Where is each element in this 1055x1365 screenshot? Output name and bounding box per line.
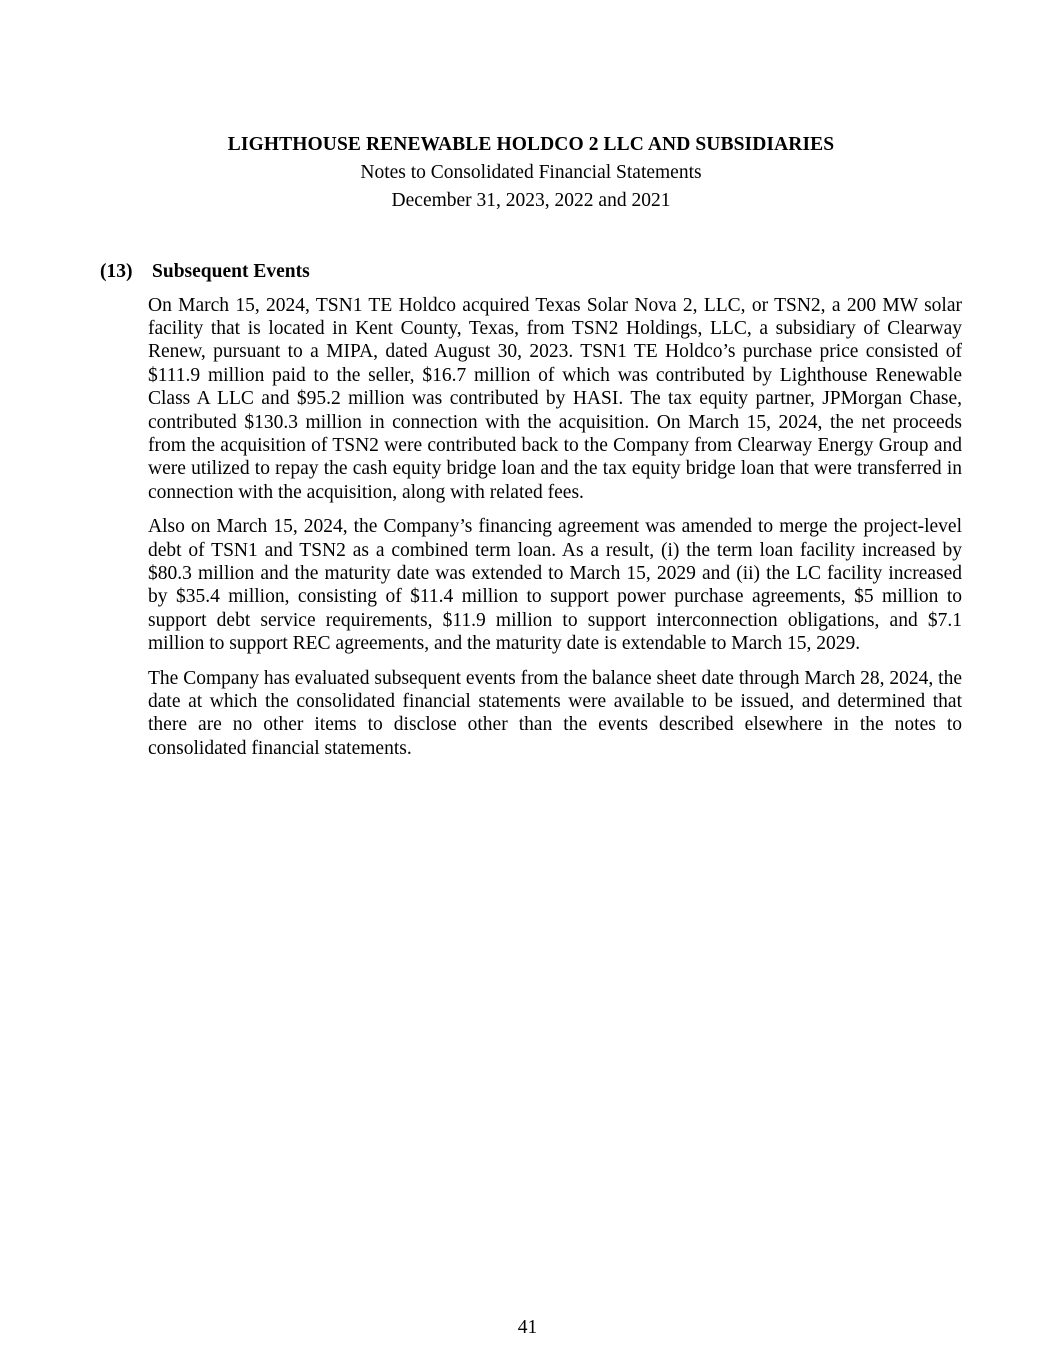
paragraph-3: The Company has evaluated subsequent events from the balance sheet date through March 28, 2024, the date at which the consolidated financial statements were available to be issued, and determined that there are no other items to disclose other than the events described elsewhere in the notes to consolidated financial statements. — [148, 667, 962, 759]
document-header — [100, 131, 962, 215]
section-body — [148, 294, 962, 761]
document-title: LIGHTHOUSE RENEWABLE HOLDCO 2 LLC AND SUBSIDIARIES — [227, 134, 835, 155]
document-dateline: December 31, 2023, 2022 and 2021 — [391, 190, 671, 211]
paragraph-1: On March 15, 2024, TSN1 TE Holdco acquired Texas Solar Nova 2, LLC, or TSN2, a 200 MW solar facility that is located in Kent County, Texas, from TSN2 Holdings, LLC, a subsidiary of Clearway Renew, pursuant to a MIPA, dated August 30, 2023. TSN1 TE Holdco’s purchase price consisted of $111.9 million paid to the seller, $16.7 million of which was contributed by Lighthouse Renewable Class A LLC and $95.2 million was contributed by HASI. The tax equity partner, JPMorgan Chase, contributed $130.3 million in connection with the acquisition. On March 15, 2024, the net proceeds from the acquisition of TSN2 were contributed back to the Company from Clearway Energy Group and were utilized to repay the cash equity bridge loan and the tax equity bridge loan that were transferred in connection with the acquisition, along with related fees. — [148, 294, 962, 503]
section-number: (13) — [100, 261, 133, 282]
section-title: Subsequent Events — [152, 261, 310, 282]
paragraph-2: Also on March 15, 2024, the Company’s financing agreement was amended to merge the project-level debt of TSN1 and TSN2 as a combined term loan. As a result, (i) the term loan facility increased by $80.3 million and the maturity date was extended to March 15, 2029 and (ii) the LC facility increased by $35.4 million, consisting of $11.4 million to support power purchase agreements, $5 million to support debt service requirements, $11.9 million to support interconnection obligations, and $7.1 million to support REC agreements, and the maturity date is extendable to March 15, 2029. — [148, 516, 962, 655]
page-number: 41 — [517, 1317, 538, 1338]
document-subtitle: Notes to Consolidated Financial Statements — [360, 162, 702, 183]
section-heading — [100, 260, 962, 284]
page-footer — [0, 1316, 1055, 1339]
